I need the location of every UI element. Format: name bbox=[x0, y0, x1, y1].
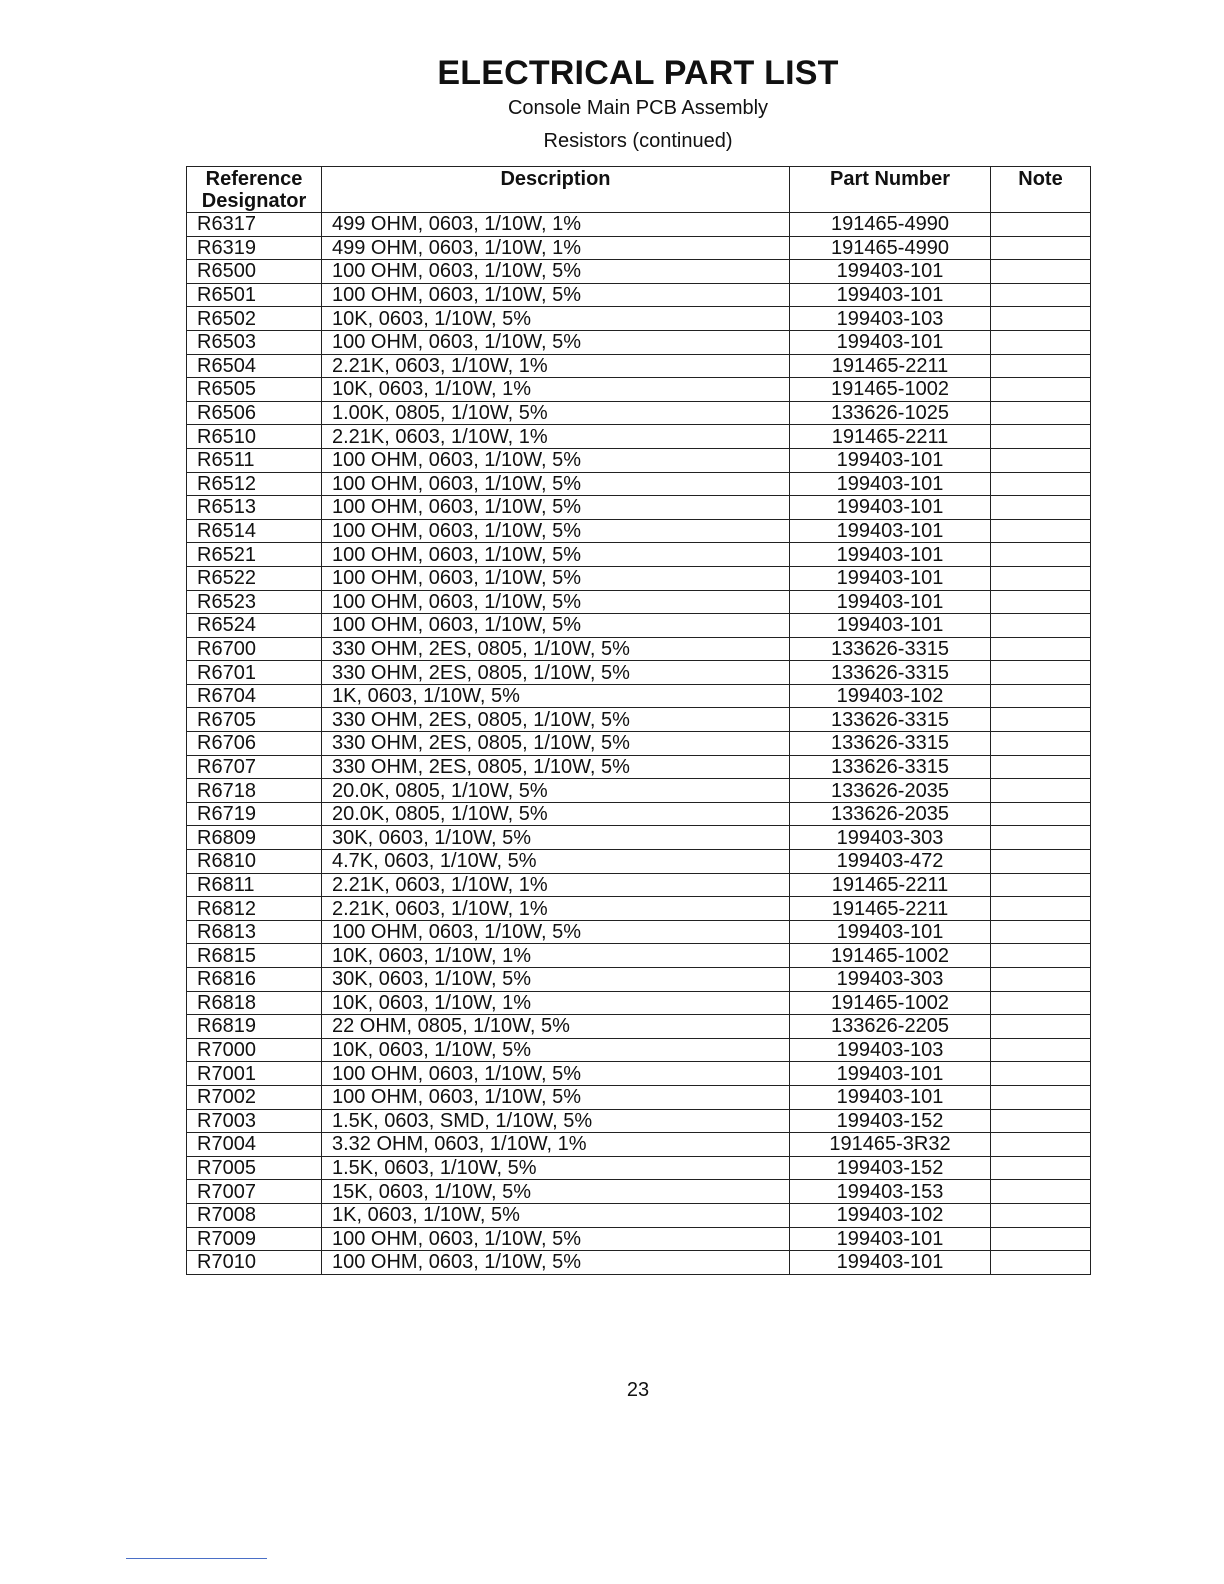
cell-note bbox=[991, 920, 1091, 944]
cell-note bbox=[991, 566, 1091, 590]
cell-description: 10K, 0603, 1/10W, 1% bbox=[322, 991, 790, 1015]
cell-reference-designator: R6819 bbox=[187, 1015, 322, 1039]
cell-note bbox=[991, 283, 1091, 307]
cell-description: 100 OHM, 0603, 1/10W, 5% bbox=[322, 566, 790, 590]
cell-description: 100 OHM, 0603, 1/10W, 5% bbox=[322, 614, 790, 638]
parts-table-body bbox=[187, 213, 1091, 1275]
cell-description: 4.7K, 0603, 1/10W, 5% bbox=[322, 850, 790, 874]
cell-part-number: 199403-101 bbox=[790, 1227, 991, 1251]
cell-part-number: 191465-2211 bbox=[790, 425, 991, 449]
cell-note bbox=[991, 684, 1091, 708]
table-row bbox=[187, 944, 1091, 968]
table-row bbox=[187, 850, 1091, 874]
cell-note bbox=[991, 779, 1091, 803]
table-row bbox=[187, 991, 1091, 1015]
table-row bbox=[187, 897, 1091, 921]
cell-part-number: 199403-101 bbox=[790, 566, 991, 590]
table-row bbox=[187, 1109, 1091, 1133]
cell-description: 100 OHM, 0603, 1/10W, 5% bbox=[322, 1251, 790, 1275]
cell-reference-designator: R6811 bbox=[187, 873, 322, 897]
cell-reference-designator: R6524 bbox=[187, 614, 322, 638]
table-row bbox=[187, 1085, 1091, 1109]
table-row bbox=[187, 260, 1091, 284]
cell-reference-designator: R6704 bbox=[187, 684, 322, 708]
table-row bbox=[187, 401, 1091, 425]
table-row bbox=[187, 566, 1091, 590]
cell-note bbox=[991, 944, 1091, 968]
cell-part-number: 133626-3315 bbox=[790, 755, 991, 779]
cell-description: 330 OHM, 2ES, 0805, 1/10W, 5% bbox=[322, 732, 790, 756]
cell-reference-designator: R6514 bbox=[187, 519, 322, 543]
cell-part-number: 199403-101 bbox=[790, 1085, 991, 1109]
table-row bbox=[187, 354, 1091, 378]
cell-reference-designator: R6522 bbox=[187, 566, 322, 590]
cell-reference-designator: R6500 bbox=[187, 260, 322, 284]
cell-description: 1.00K, 0805, 1/10W, 5% bbox=[322, 401, 790, 425]
table-row bbox=[187, 330, 1091, 354]
cell-note bbox=[991, 1038, 1091, 1062]
cell-note bbox=[991, 1085, 1091, 1109]
cell-reference-designator: R6319 bbox=[187, 236, 322, 260]
cell-part-number: 191465-3R32 bbox=[790, 1133, 991, 1157]
table-row bbox=[187, 425, 1091, 449]
column-header-ref-line2: Designator bbox=[201, 190, 307, 212]
cell-description: 2.21K, 0603, 1/10W, 1% bbox=[322, 897, 790, 921]
cell-description: 20.0K, 0805, 1/10W, 5% bbox=[322, 802, 790, 826]
table-row bbox=[187, 496, 1091, 520]
cell-part-number: 199403-103 bbox=[790, 1038, 991, 1062]
column-header-part-number: Part Number bbox=[790, 167, 991, 213]
cell-reference-designator: R6815 bbox=[187, 944, 322, 968]
cell-note bbox=[991, 425, 1091, 449]
cell-note bbox=[991, 826, 1091, 850]
cell-reference-designator: R7008 bbox=[187, 1203, 322, 1227]
cell-reference-designator: R6503 bbox=[187, 330, 322, 354]
column-header-description: Description bbox=[322, 167, 790, 213]
cell-reference-designator: R7001 bbox=[187, 1062, 322, 1086]
cell-description: 1.5K, 0603, 1/10W, 5% bbox=[322, 1156, 790, 1180]
cell-part-number: 199403-101 bbox=[790, 1062, 991, 1086]
column-header-note: Note bbox=[991, 167, 1091, 213]
cell-part-number: 199403-101 bbox=[790, 519, 991, 543]
table-row bbox=[187, 236, 1091, 260]
cell-part-number: 199403-152 bbox=[790, 1156, 991, 1180]
section-subtitle: Resistors (continued) bbox=[543, 130, 733, 152]
cell-part-number: 133626-2035 bbox=[790, 779, 991, 803]
cell-note bbox=[991, 1062, 1091, 1086]
cell-reference-designator: R6510 bbox=[187, 425, 322, 449]
table-row bbox=[187, 684, 1091, 708]
cell-reference-designator: R6813 bbox=[187, 920, 322, 944]
cell-description: 330 OHM, 2ES, 0805, 1/10W, 5% bbox=[322, 708, 790, 732]
cell-reference-designator: R6701 bbox=[187, 661, 322, 685]
table-row bbox=[187, 590, 1091, 614]
cell-part-number: 199403-102 bbox=[790, 684, 991, 708]
cell-description: 22 OHM, 0805, 1/10W, 5% bbox=[322, 1015, 790, 1039]
cell-reference-designator: R6504 bbox=[187, 354, 322, 378]
cell-part-number: 199403-101 bbox=[790, 543, 991, 567]
cell-note bbox=[991, 496, 1091, 520]
table-row bbox=[187, 873, 1091, 897]
cell-reference-designator: R6506 bbox=[187, 401, 322, 425]
cell-part-number: 133626-3315 bbox=[790, 708, 991, 732]
cell-note bbox=[991, 330, 1091, 354]
cell-description: 2.21K, 0603, 1/10W, 1% bbox=[322, 354, 790, 378]
cell-note bbox=[991, 378, 1091, 402]
page-number: 23 bbox=[626, 1379, 650, 1401]
cell-reference-designator: R7010 bbox=[187, 1251, 322, 1275]
cell-reference-designator: R6718 bbox=[187, 779, 322, 803]
cell-part-number: 199403-303 bbox=[790, 826, 991, 850]
table-row bbox=[187, 1203, 1091, 1227]
cell-reference-designator: R6501 bbox=[187, 283, 322, 307]
cell-reference-designator: R6523 bbox=[187, 590, 322, 614]
cell-note bbox=[991, 472, 1091, 496]
cell-part-number: 133626-3315 bbox=[790, 732, 991, 756]
cell-part-number: 191465-1002 bbox=[790, 378, 991, 402]
cell-description: 100 OHM, 0603, 1/10W, 5% bbox=[322, 519, 790, 543]
cell-reference-designator: R6818 bbox=[187, 991, 322, 1015]
table-row bbox=[187, 1227, 1091, 1251]
footer-link-underline bbox=[126, 1558, 267, 1559]
cell-part-number: 199403-472 bbox=[790, 850, 991, 874]
cell-description: 100 OHM, 0603, 1/10W, 5% bbox=[322, 1062, 790, 1086]
cell-reference-designator: R6521 bbox=[187, 543, 322, 567]
cell-description: 20.0K, 0805, 1/10W, 5% bbox=[322, 779, 790, 803]
cell-reference-designator: R7009 bbox=[187, 1227, 322, 1251]
cell-reference-designator: R6816 bbox=[187, 968, 322, 992]
cell-reference-designator: R7003 bbox=[187, 1109, 322, 1133]
table-row bbox=[187, 1062, 1091, 1086]
table-row bbox=[187, 614, 1091, 638]
cell-part-number: 199403-101 bbox=[790, 1251, 991, 1275]
table-row bbox=[187, 543, 1091, 567]
table-row bbox=[187, 802, 1091, 826]
table-row bbox=[187, 779, 1091, 803]
table-row bbox=[187, 1156, 1091, 1180]
cell-part-number: 133626-3315 bbox=[790, 661, 991, 685]
cell-note bbox=[991, 873, 1091, 897]
cell-note bbox=[991, 661, 1091, 685]
table-row bbox=[187, 1251, 1091, 1275]
cell-note bbox=[991, 1251, 1091, 1275]
cell-part-number: 199403-101 bbox=[790, 448, 991, 472]
cell-reference-designator: R6502 bbox=[187, 307, 322, 331]
cell-note bbox=[991, 614, 1091, 638]
table-row bbox=[187, 755, 1091, 779]
cell-description: 10K, 0603, 1/10W, 5% bbox=[322, 307, 790, 331]
cell-part-number: 133626-3315 bbox=[790, 637, 991, 661]
cell-reference-designator: R7002 bbox=[187, 1085, 322, 1109]
table-row bbox=[187, 213, 1091, 237]
cell-description: 330 OHM, 2ES, 0805, 1/10W, 5% bbox=[322, 755, 790, 779]
cell-note bbox=[991, 1109, 1091, 1133]
table-header-row bbox=[187, 167, 1091, 213]
cell-part-number: 191465-2211 bbox=[790, 873, 991, 897]
table-row bbox=[187, 732, 1091, 756]
cell-reference-designator: R7004 bbox=[187, 1133, 322, 1157]
cell-description: 330 OHM, 2ES, 0805, 1/10W, 5% bbox=[322, 637, 790, 661]
cell-note bbox=[991, 543, 1091, 567]
cell-reference-designator: R6700 bbox=[187, 637, 322, 661]
cell-note bbox=[991, 708, 1091, 732]
assembly-subtitle: Console Main PCB Assembly bbox=[507, 97, 769, 119]
cell-description: 3.32 OHM, 0603, 1/10W, 1% bbox=[322, 1133, 790, 1157]
cell-note bbox=[991, 1227, 1091, 1251]
cell-part-number: 199403-101 bbox=[790, 260, 991, 284]
cell-description: 10K, 0603, 1/10W, 1% bbox=[322, 378, 790, 402]
table-row bbox=[187, 1038, 1091, 1062]
cell-reference-designator: R6512 bbox=[187, 472, 322, 496]
cell-part-number: 199403-101 bbox=[790, 283, 991, 307]
cell-part-number: 199403-101 bbox=[790, 590, 991, 614]
cell-description: 30K, 0603, 1/10W, 5% bbox=[322, 968, 790, 992]
cell-note bbox=[991, 991, 1091, 1015]
cell-note bbox=[991, 590, 1091, 614]
table-row bbox=[187, 472, 1091, 496]
page-title: ELECTRICAL PART LIST bbox=[437, 54, 839, 92]
cell-description: 1K, 0603, 1/10W, 5% bbox=[322, 684, 790, 708]
cell-reference-designator: R6513 bbox=[187, 496, 322, 520]
cell-note bbox=[991, 1203, 1091, 1227]
cell-description: 30K, 0603, 1/10W, 5% bbox=[322, 826, 790, 850]
cell-part-number: 199403-101 bbox=[790, 496, 991, 520]
cell-note bbox=[991, 236, 1091, 260]
cell-reference-designator: R6706 bbox=[187, 732, 322, 756]
cell-note bbox=[991, 968, 1091, 992]
cell-part-number: 199403-153 bbox=[790, 1180, 991, 1204]
cell-part-number: 133626-2035 bbox=[790, 802, 991, 826]
cell-part-number: 191465-4990 bbox=[790, 213, 991, 237]
cell-description: 100 OHM, 0603, 1/10W, 5% bbox=[322, 543, 790, 567]
cell-description: 330 OHM, 2ES, 0805, 1/10W, 5% bbox=[322, 661, 790, 685]
cell-note bbox=[991, 850, 1091, 874]
table-row bbox=[187, 1180, 1091, 1204]
cell-description: 2.21K, 0603, 1/10W, 1% bbox=[322, 425, 790, 449]
table-row bbox=[187, 283, 1091, 307]
cell-part-number: 199403-101 bbox=[790, 472, 991, 496]
cell-note bbox=[991, 519, 1091, 543]
table-row bbox=[187, 519, 1091, 543]
cell-part-number: 191465-1002 bbox=[790, 944, 991, 968]
cell-description: 2.21K, 0603, 1/10W, 1% bbox=[322, 873, 790, 897]
cell-note bbox=[991, 1156, 1091, 1180]
cell-reference-designator: R6707 bbox=[187, 755, 322, 779]
cell-description: 15K, 0603, 1/10W, 5% bbox=[322, 1180, 790, 1204]
cell-reference-designator: R6812 bbox=[187, 897, 322, 921]
table-row bbox=[187, 708, 1091, 732]
cell-description: 100 OHM, 0603, 1/10W, 5% bbox=[322, 260, 790, 284]
cell-note bbox=[991, 1015, 1091, 1039]
cell-description: 100 OHM, 0603, 1/10W, 5% bbox=[322, 1227, 790, 1251]
table-row bbox=[187, 826, 1091, 850]
cell-part-number: 199403-101 bbox=[790, 330, 991, 354]
cell-description: 100 OHM, 0603, 1/10W, 5% bbox=[322, 496, 790, 520]
cell-description: 499 OHM, 0603, 1/10W, 1% bbox=[322, 236, 790, 260]
cell-note bbox=[991, 213, 1091, 237]
cell-description: 100 OHM, 0603, 1/10W, 5% bbox=[322, 920, 790, 944]
parts-table bbox=[186, 166, 1091, 1275]
cell-note bbox=[991, 897, 1091, 921]
column-header-ref-line1: Reference bbox=[205, 168, 303, 190]
cell-note bbox=[991, 755, 1091, 779]
cell-description: 100 OHM, 0603, 1/10W, 5% bbox=[322, 590, 790, 614]
cell-part-number: 199403-101 bbox=[790, 614, 991, 638]
cell-description: 1.5K, 0603, SMD, 1/10W, 5% bbox=[322, 1109, 790, 1133]
cell-reference-designator: R6317 bbox=[187, 213, 322, 237]
table-row bbox=[187, 378, 1091, 402]
cell-note bbox=[991, 448, 1091, 472]
cell-reference-designator: R6511 bbox=[187, 448, 322, 472]
cell-note bbox=[991, 307, 1091, 331]
table-row bbox=[187, 920, 1091, 944]
cell-part-number: 199403-103 bbox=[790, 307, 991, 331]
cell-description: 100 OHM, 0603, 1/10W, 5% bbox=[322, 1085, 790, 1109]
cell-part-number: 133626-2205 bbox=[790, 1015, 991, 1039]
table-row bbox=[187, 1015, 1091, 1039]
cell-description: 100 OHM, 0603, 1/10W, 5% bbox=[322, 283, 790, 307]
cell-description: 100 OHM, 0603, 1/10W, 5% bbox=[322, 448, 790, 472]
cell-part-number: 191465-2211 bbox=[790, 897, 991, 921]
cell-reference-designator: R7007 bbox=[187, 1180, 322, 1204]
cell-note bbox=[991, 637, 1091, 661]
cell-reference-designator: R6810 bbox=[187, 850, 322, 874]
cell-reference-designator: R6505 bbox=[187, 378, 322, 402]
cell-note bbox=[991, 354, 1091, 378]
cell-note bbox=[991, 732, 1091, 756]
cell-reference-designator: R6705 bbox=[187, 708, 322, 732]
cell-note bbox=[991, 260, 1091, 284]
table-row bbox=[187, 968, 1091, 992]
cell-note bbox=[991, 1180, 1091, 1204]
table-row bbox=[187, 661, 1091, 685]
table-row bbox=[187, 1133, 1091, 1157]
table-row bbox=[187, 307, 1091, 331]
cell-part-number: 199403-152 bbox=[790, 1109, 991, 1133]
cell-part-number: 191465-1002 bbox=[790, 991, 991, 1015]
cell-description: 10K, 0603, 1/10W, 5% bbox=[322, 1038, 790, 1062]
table-row bbox=[187, 448, 1091, 472]
cell-description: 10K, 0603, 1/10W, 1% bbox=[322, 944, 790, 968]
cell-note bbox=[991, 802, 1091, 826]
cell-description: 100 OHM, 0603, 1/10W, 5% bbox=[322, 330, 790, 354]
cell-part-number: 191465-4990 bbox=[790, 236, 991, 260]
cell-part-number: 133626-1025 bbox=[790, 401, 991, 425]
cell-part-number: 191465-2211 bbox=[790, 354, 991, 378]
cell-reference-designator: R6809 bbox=[187, 826, 322, 850]
cell-description: 499 OHM, 0603, 1/10W, 1% bbox=[322, 213, 790, 237]
cell-description: 1K, 0603, 1/10W, 5% bbox=[322, 1203, 790, 1227]
cell-part-number: 199403-303 bbox=[790, 968, 991, 992]
cell-part-number: 199403-102 bbox=[790, 1203, 991, 1227]
cell-part-number: 199403-101 bbox=[790, 920, 991, 944]
cell-note bbox=[991, 401, 1091, 425]
cell-description: 100 OHM, 0603, 1/10W, 5% bbox=[322, 472, 790, 496]
column-header-reference-designator bbox=[187, 167, 322, 213]
cell-reference-designator: R6719 bbox=[187, 802, 322, 826]
cell-reference-designator: R7000 bbox=[187, 1038, 322, 1062]
table-row bbox=[187, 637, 1091, 661]
cell-reference-designator: R7005 bbox=[187, 1156, 322, 1180]
cell-note bbox=[991, 1133, 1091, 1157]
